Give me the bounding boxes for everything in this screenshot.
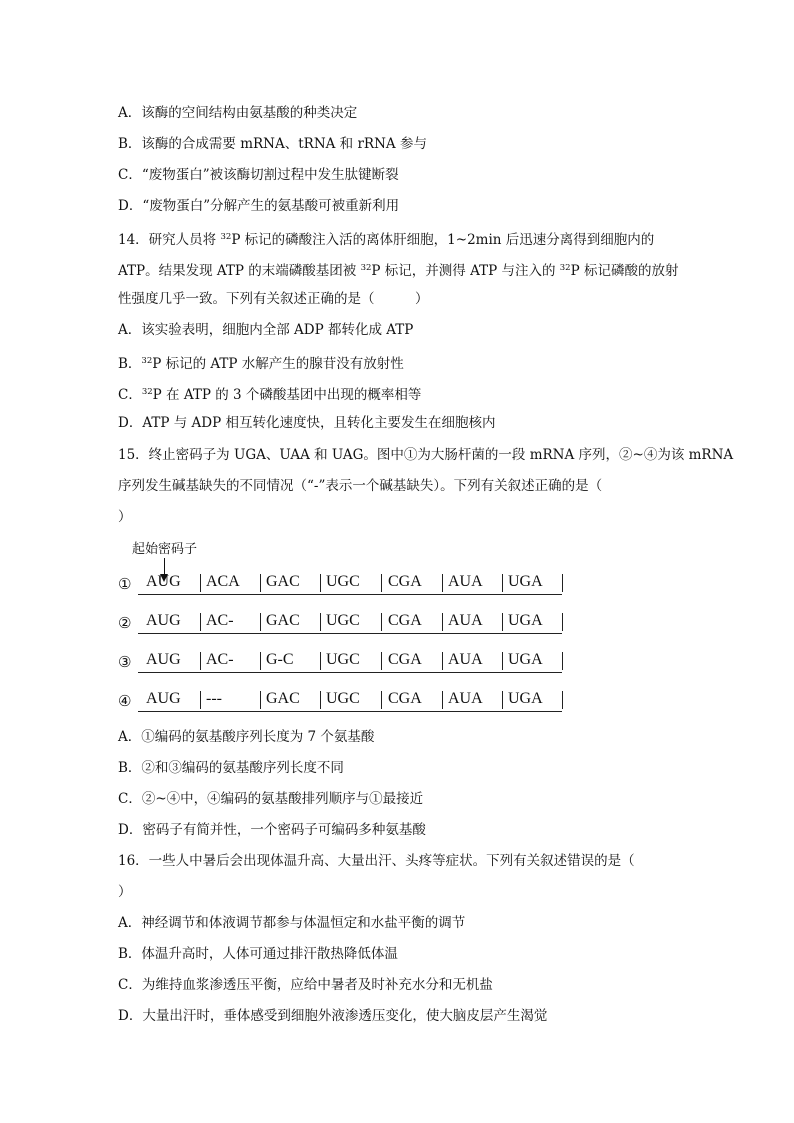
q13-option-b: B．该酶的合成需要 mRNA、tRNA 和 rRNA 参与 [118,136,427,152]
sequence-strand [138,650,562,673]
sequence-number: ③ [118,653,132,671]
q14-option-c [118,383,421,404]
codon: AUG [146,612,181,629]
q16-option-d: D．大量出汗时，垂体感受到细胞外液渗透压变化，使大脑皮层产生渴觉 [118,1008,548,1024]
codon-separator [502,691,503,709]
q14-option-b [118,352,404,373]
sequence-row [118,572,578,598]
q15-option-d: D．密码子有简并性，一个密码子可编码多种氨基酸 [118,822,426,838]
codon: AC- [206,612,234,629]
isotope-superscript: 32 [559,263,571,273]
codon-separator [502,613,503,631]
codon: GAC [266,690,300,707]
codon: UGC [326,651,360,668]
codon: AUG [146,690,181,707]
codon-separator [200,652,201,670]
codon: ACA [206,573,240,590]
codon-separator [381,652,382,670]
codon: GAC [266,612,300,629]
option-text: P 标记的 ATP 水解产生的腺苷没有放射性 [152,356,404,372]
option-prefix: B． [118,356,142,372]
isotope-superscript: 32 [220,232,232,242]
q14-option-d: D．ATP 与 ADP 相互转化速度快，且转化主要发生在细胞核内 [118,415,496,431]
q16-stem-line1: 16．一些人中暑后会出现体温升高、大量出汗、头疼等症状。下列有关叙述错误的是（ [118,853,635,869]
q15-option-b: B．②和③编码的氨基酸序列长度不同 [118,760,344,776]
q13-option-d: D．“废物蛋白”分解产生的氨基酸可被重新利用 [118,198,400,214]
codon: GAC [266,573,300,590]
q16-stem-line2: ） [118,884,132,900]
codon: UGA [508,690,543,707]
sequence-row [118,689,578,715]
codon-separator [381,691,382,709]
codon-separator [562,652,563,670]
q15-stem-line1: 15．终止密码子为 UGA、UAA 和 UAG。图中①为大肠杆菌的一段 mRNA 序列，②~④为该 mRNA [118,447,734,463]
codon-separator [320,691,321,709]
codon: --- [206,690,222,707]
q15-stem-line2: 序列发生碱基缺失的不同情况（“-”表示一个碱基缺失）。下列有关叙述正确的是（ [118,478,603,494]
q16-option-c: C．为维持血浆渗透压平衡，应给中暑者及时补充水分和无机盐 [118,977,493,993]
codon-separator [200,613,201,631]
isotope-superscript: 32 [141,387,153,397]
option-text: P 在 ATP 的 3 个磷酸基团中出现的概率相等 [152,387,422,403]
q15-option-a: A．①编码的氨基酸序列长度为 7 个氨基酸 [118,729,375,745]
sequence-strand [138,689,562,712]
codon: AUG [146,651,181,668]
codon: UGC [326,573,360,590]
q14-stem-text: P 标记，并测得 ATP 与注入的 [371,263,560,279]
sequence-row [118,611,578,637]
q14-stem-line3: 性强度几乎一致。下列有关叙述正确的是（ ） [118,291,429,307]
codon-separator [200,574,201,592]
sequence-strand [138,611,562,634]
codon: AC- [206,651,234,668]
sequence-row [118,650,578,676]
q14-stem-line1 [118,228,654,249]
codon-separator [260,691,261,709]
codon-separator [442,691,443,709]
codon-separator [260,613,261,631]
codon-separator [442,613,443,631]
mrna-sequence-diagram [118,538,578,718]
start-codon-label: 起始密码子 [132,542,198,557]
codon: UGC [326,612,360,629]
q14-stem-text: P 标记磷酸的放射 [570,263,679,279]
codon: CGA [388,612,422,629]
codon-separator [562,574,563,592]
codon: UGA [508,651,543,668]
sequence-number: ① [118,575,132,593]
codon: G-C [266,651,294,668]
codon-separator [381,574,382,592]
q13-option-a: A．该酶的空间结构由氨基酸的种类决定 [118,105,358,121]
option-prefix: C． [118,387,142,403]
isotope-superscript: 32 [360,263,372,273]
q15-stem-line3: ） [118,509,132,525]
codon-separator [320,652,321,670]
codon-separator [200,691,201,709]
codon: AUA [448,573,483,590]
codon-separator [442,574,443,592]
q14-stem-text: 14．研究人员将 [118,232,221,248]
codon-separator [320,613,321,631]
q16-option-b: B．体温升高时，人体可通过排汗散热降低体温 [118,946,398,962]
codon: CGA [388,690,422,707]
codon-separator [442,652,443,670]
codon-separator [562,691,563,709]
codon: AUA [448,690,483,707]
q14-stem-line2 [118,259,678,280]
sequence-number: ② [118,614,132,632]
q16-option-a: A．神经调节和体液调节都参与体温恒定和水盐平衡的调节 [118,915,466,931]
isotope-superscript: 32 [141,356,153,366]
sequence-number: ④ [118,692,132,710]
codon-separator [260,574,261,592]
codon-separator [562,613,563,631]
q14-stem-text: ATP。结果发现 ATP 的末端磷酸基团被 [118,263,361,279]
codon: UGC [326,690,360,707]
sequence-strand [138,572,562,595]
codon-separator [381,613,382,631]
codon-separator [502,652,503,670]
q15-option-c: C．②~④中，④编码的氨基酸排列顺序与①最接近 [118,791,424,807]
codon-separator [502,574,503,592]
codon: UGA [508,612,543,629]
codon: AUA [448,612,483,629]
codon: AUA [448,651,483,668]
codon: UGA [508,573,543,590]
codon-separator [320,574,321,592]
codon: CGA [388,651,422,668]
q14-stem-text: P 标记的磷酸注入活的离体肝细胞，1~2min 后迅速分离得到细胞内的 [231,232,655,248]
q14-option-a: A．该实验表明，细胞内全部 ADP 都转化成 ATP [118,322,414,338]
codon: CGA [388,573,422,590]
q13-option-c: C．“废物蛋白”被该酶切割过程中发生肽键断裂 [118,167,399,183]
codon-separator [260,652,261,670]
codon: AUG [146,573,181,590]
